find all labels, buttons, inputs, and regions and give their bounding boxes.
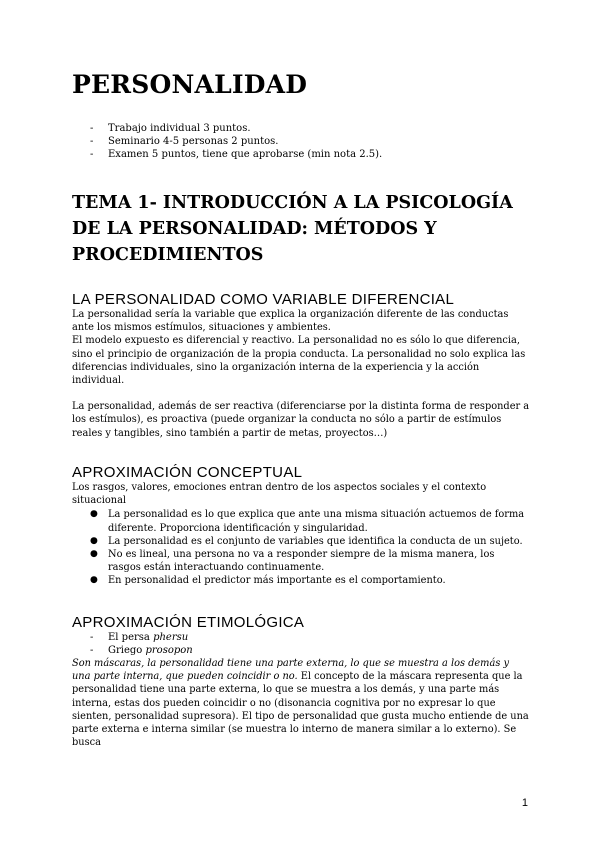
list-item bbox=[72, 644, 530, 657]
etymology-list bbox=[72, 631, 530, 657]
page-number: 1 bbox=[521, 797, 528, 809]
list-item-text: En personalidad el predictor más importante es el comportamiento. bbox=[108, 575, 446, 587]
section-variable-diferencial bbox=[72, 291, 530, 440]
section-heading: LA PERSONALIDAD COMO VARIABLE DIFERENCIAL bbox=[72, 291, 455, 308]
list-item-text: La personalidad es lo que explica que ante una misma situación actuemos de forma diferente. Proporciona identificación y singularidad. bbox=[108, 509, 525, 534]
etymology-label: Griego bbox=[108, 645, 143, 656]
etymology-term: phersu bbox=[153, 632, 189, 643]
bullet-icon: ● bbox=[90, 509, 98, 520]
bullet-icon: ● bbox=[90, 549, 98, 560]
section-heading: APROXIMACIÓN ETIMOLÓGICA bbox=[72, 614, 305, 631]
list-item-text: La personalidad es el conjunto de variables que identifica la conducta de un sujeto. bbox=[108, 535, 523, 547]
document-title: PERSONALIDAD bbox=[72, 70, 308, 99]
evaluation-item: - Examen 5 puntos, tiene que aprobarse (min nota 2.5). bbox=[72, 148, 528, 161]
paragraph: La personalidad sería la variable que explica la organización diferente de las conductas ante los mismos estímulos, situaciones y ambientes. bbox=[72, 309, 509, 334]
section-aproximacion-conceptual bbox=[72, 464, 530, 588]
etymology-term: prosopon bbox=[145, 645, 193, 656]
evaluation-list bbox=[72, 122, 528, 161]
list-item bbox=[72, 508, 530, 534]
list-item bbox=[72, 574, 530, 587]
evaluation-item: - Trabajo individual 3 puntos. bbox=[72, 122, 528, 135]
bullet-list bbox=[72, 508, 530, 587]
tema-title: TEMA 1- INTRODUCCIÓN A LA PSICOLOGÍA DE LA PERSONALIDAD: MÉTODOS Y PROCEDIMIENTOS bbox=[72, 193, 513, 265]
evaluation-item: - Seminario 4-5 personas 2 puntos. bbox=[72, 135, 528, 148]
section-aproximacion-etimologica bbox=[72, 614, 530, 749]
list-item-text: No es lineal, una persona no va a responder siempre de la misma manera, los rasgos están interactuando continuamente. bbox=[108, 549, 495, 574]
bullet-icon: ● bbox=[90, 535, 98, 546]
body-text: El concepto de la máscara representa que la personalidad tiene una parte externa, lo que se muestra a los demás, y una parte más interna, estas dos pueden coincidir o no (disonancia cognitiva por no expresar lo que sienten, personalidad supresora). El tipo de personalidad que gusta mucho entiende de una parte externa e interna similar (se muestra lo interno de manera similar a lo externo). Se busca bbox=[72, 671, 529, 749]
paragraph: La personalidad, además de ser reactiva (diferenciarse por la distinta forma de responder a los estímulos), es proactiva (puede organizar la conducta no sólo a partir de estímulos reales y tangibles, sino también a partir de metas, proyectos…) bbox=[72, 401, 530, 439]
list-item bbox=[72, 631, 530, 644]
list-item bbox=[72, 548, 530, 574]
section-heading: APROXIMACIÓN CONCEPTUAL bbox=[72, 464, 303, 481]
paragraph bbox=[72, 657, 530, 749]
list-item bbox=[72, 535, 530, 548]
paragraph: El modelo expuesto es diferencial y reactivo. La personalidad no es sólo lo que diferencia, sino el principio de organización de la propia conducta. La personalidad no solo explica las diferencias individuales, sino la organización interna de la experiencia y la acción individual. bbox=[72, 335, 526, 387]
italic-text: Son máscaras, la personalidad tiene una parte externa, lo que se muestra a los demás y una parte interna, que pueden coincidir o no. bbox=[72, 658, 509, 683]
paragraph: Los rasgos, valores, emociones entran dentro de los aspectos sociales y el contexto situacional bbox=[72, 482, 487, 507]
etymology-label: El persa bbox=[108, 632, 150, 643]
bullet-icon: ● bbox=[90, 575, 98, 586]
